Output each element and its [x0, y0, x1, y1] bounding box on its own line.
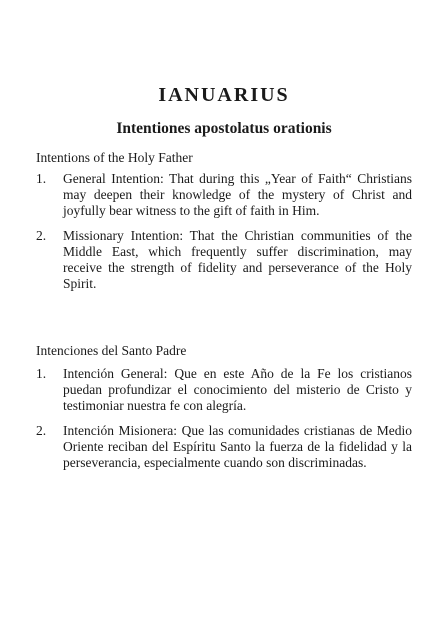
- item-number: 2.: [36, 423, 47, 438]
- item-text: Intención Misionera: Que las comunidades cristianas de Medio Oriente reciban del Espíritu Santo la fuerza de la fidelidad y la perseverancia, especialmente cuando son discriminadas.: [63, 423, 412, 470]
- item-number: 1.: [36, 366, 47, 381]
- page-subtitle: Intentiones apostolatus orationis: [116, 120, 332, 137]
- list-item: [36, 423, 412, 471]
- english-intentions-list: [36, 171, 412, 301]
- spanish-section-heading: Intenciones del Santo Padre: [36, 343, 187, 358]
- list-item: [36, 366, 412, 414]
- item-text: Missionary Intention: That the Christian communities of the Middle East, which frequently suffer discrimination, may receive the strength of fidelity and perseverance of the Holy Spirit.: [63, 228, 412, 291]
- list-item: [36, 228, 412, 292]
- item-text: Intención General: Que en este Año de la Fe los cristianos puedan profundizar el conocimiento del misterio de Cristo y testimoniar nuestra fe con alegría.: [63, 366, 412, 413]
- month-title: IANUARIUS: [158, 84, 290, 106]
- item-text: General Intention: That during this „Year of Faith“ Christians may deepen their knowledge of the mystery of Christ and joyfully bear witness to the gift of faith in Him.: [63, 171, 412, 218]
- item-number: 1.: [36, 171, 47, 186]
- item-number: 2.: [36, 228, 47, 243]
- list-item: [36, 171, 412, 219]
- page: [36, 0, 412, 640]
- spanish-intentions-list: [36, 366, 412, 480]
- english-section-heading: Intentions of the Holy Father: [36, 150, 193, 165]
